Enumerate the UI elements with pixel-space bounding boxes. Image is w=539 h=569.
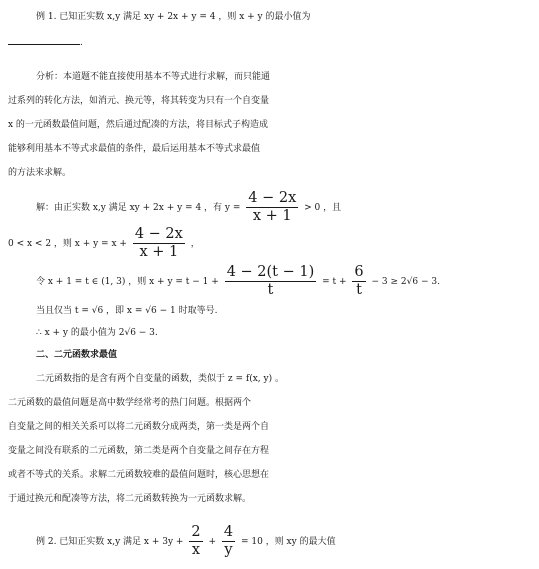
solution-step-2: 0 < x < 2 ，则 x + y = x + $\frac{4 - 2x}{x + 1}$ ，	[8, 226, 200, 260]
fraction-substitution: $\frac{4 - 2(t - 1)}{t}$	[226, 264, 315, 298]
analysis-line-2: 过系列的转化方法，如消元、换元等，将其转变为只有一个自变量	[8, 96, 270, 106]
section2-line-3: 自变量之间的相关关系可以将二元函数分成两类，第一类是两个自	[8, 422, 270, 432]
solution-step-4: 当且仅当 t = √6 ，即 x = √6 − 1 时取等号.	[36, 306, 218, 316]
solution-step-1: 解：由正实数 x,y 满足 xy + 2x + y = 4 ，有 y = $\frac{4 - 2x}{x + 1}$ > 0 ，且	[36, 190, 342, 224]
analysis-line-4: 能够利用基本不等式求最值的条件，最后运用基本不等式求最值	[8, 144, 261, 154]
solution-step-3: 令 x + 1 = t ∈ (1, 3) ，则 x + y = t − 1 + $\frac{4 - 2(t - 1)}{t}$ = t + $\frac{6}{t}$ − 3 ≥ 2√6 − 3.	[36, 264, 440, 298]
example2-question: 例 2. 已知正实数 x,y 满足 x + 3y + $\frac{2}{x}$ + $\frac{4}{y}$ = 10 ，则 xy 的最大值	[36, 524, 336, 558]
solution-conclusion: ∴ x + y 的最小值为 2√6 − 3.	[36, 328, 158, 338]
section2-line-2: 二元函数的最值问题是高中数学经常考的热门问题。根据两个	[8, 398, 252, 408]
analysis-line-1: 分析：本道题不能直接使用基本不等式进行求解，而只能通	[36, 72, 271, 82]
analysis-line-5: 的方法来求解。	[8, 168, 72, 178]
fraction-six-over-t: $\frac{6}{t}$	[354, 264, 364, 298]
section2-line-1: 二元函数指的是含有两个自变量的函数，类似于 z = f(x, y) 。	[36, 374, 284, 384]
section2-line-4: 变量之间没有联系的二元函数，第二类是两个自变量之间存在方程	[8, 446, 270, 456]
fraction-four-over-y: $\frac{4}{y}$	[223, 524, 234, 558]
section2-line-6: 于通过换元和配凑等方法，将二元函数转换为一元函数求解。	[8, 494, 252, 504]
fraction-two-over-x: $\frac{2}{x}$	[191, 524, 201, 558]
section-heading: 二、二元函数求最值	[36, 350, 118, 360]
example1-answer-blank: .	[0, 30, 539, 54]
analysis-line-3: x 的一元函数最值问题，然后通过配凑的方法，将目标式子构造成	[8, 120, 268, 130]
example1-question: 例 1. 已知正实数 x,y 满足 xy + 2x + y = 4 ，则 x + y 的最小值为	[36, 12, 311, 22]
fraction-x-plus-y: $\frac{4 - 2x}{x + 1}$	[134, 226, 183, 260]
fraction-y: $\frac{4 - 2x}{x + 1}$	[248, 190, 297, 224]
section2-line-5: 或者不等式的关系。求解二元函数较难的最值问题时，核心思想在	[8, 470, 270, 480]
answer-blank	[8, 30, 80, 45]
